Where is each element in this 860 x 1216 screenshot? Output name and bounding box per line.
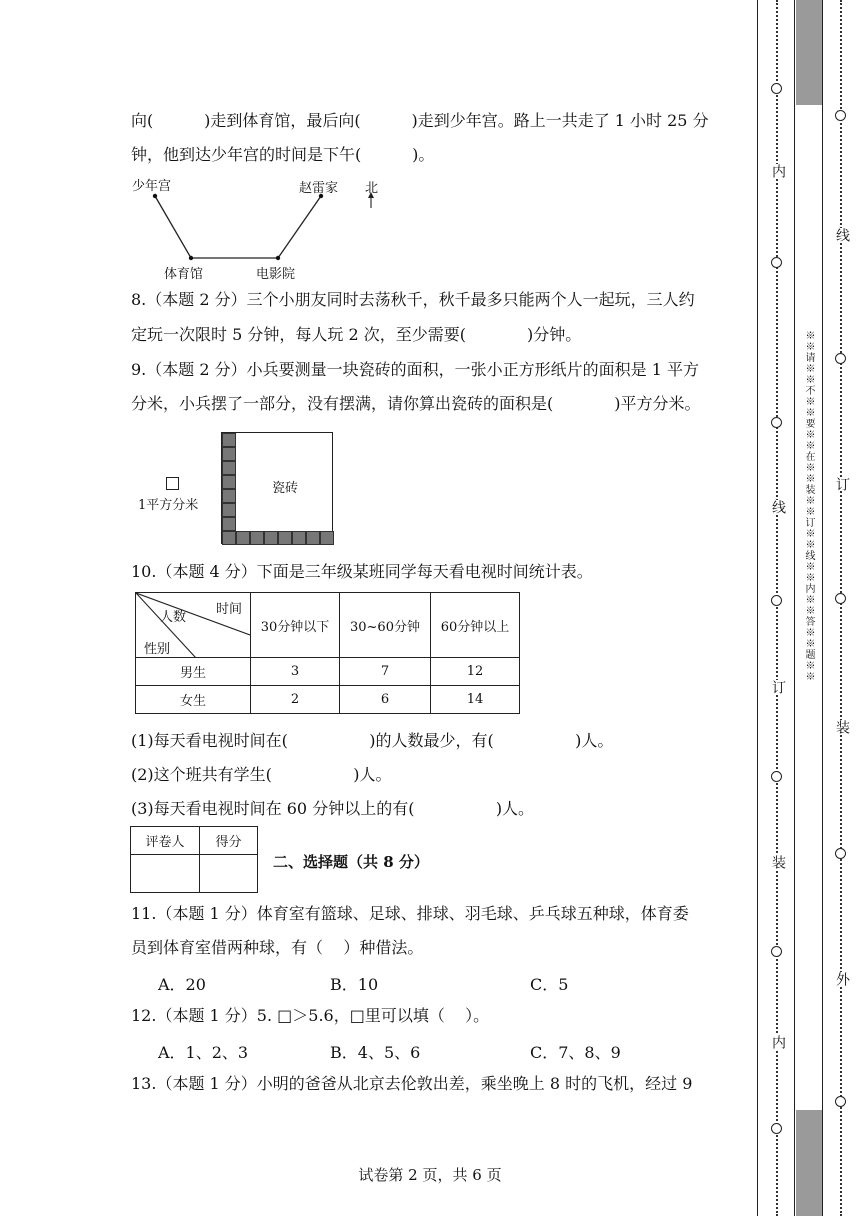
q10-sub1: (1)每天看电视时间在( )的人数最少，有( )人。 [131,731,614,750]
row-label: 女生 [136,686,251,714]
table-col-header: 60分钟以上 [431,593,520,658]
binding-inner-mark: 装 [770,855,786,869]
map-label-shaoniangong: 少年宫 [132,179,172,194]
score-label: 得分 [200,827,258,855]
binding-hole [771,595,782,606]
table-row [136,658,520,686]
unit-square-piece [306,531,320,545]
binding-outer-mark: 外 [834,972,850,986]
binding-outer-mark: 装 [834,720,850,734]
section2-title: 二、选择题（共 8 分） [273,853,429,871]
binding-hole [835,110,846,121]
header-count: 人数 [160,610,187,625]
binding-warning: ※※请※※不※※要※※在※※装※※订※※线※※内※※答※※题※※ [803,330,814,682]
unit-square-piece [222,531,236,545]
q11-option-a[interactable]: A．20 [158,975,206,994]
table-col-header: 30~60分钟 [340,593,431,658]
binding-hole [835,353,846,364]
q11-option-c[interactable]: C．5 [530,975,569,994]
tile-label: 瓷砖 [272,481,299,496]
q12-option-a[interactable]: A．1、2、3 [158,1043,249,1062]
binding-hole [771,946,782,957]
page-footer: 试卷第 2 页，共 6 页 [358,1166,502,1184]
table-cell: 7 [340,658,431,686]
q10-intro: 10.（本题 4 分）下面是三年级某班同学每天看电视时间统计表。 [131,562,593,581]
q11-line2: 员到体育室借两种球，有（ ）种借法。 [131,938,424,957]
q8-line2: 定玩一次限时 5 分钟，每人玩 2 次，至少需要( )分钟。 [131,325,582,344]
unit-square [166,477,179,490]
map-label-dianyingyuan: 电影院 [256,267,296,282]
map-label-tiyuguan: 体育馆 [164,267,204,282]
q13-line1: 13.（本题 1 分）小明的爸爸从北京去伦敦出差，乘坐晚上 8 时的飞机，经过 9 [131,1074,693,1093]
tile-diagram [221,432,333,544]
q10-sub2: (2)这个班共有学生( )人。 [131,765,392,784]
binding-inner-mark: 内 [770,1035,786,1049]
binding-hole [835,593,846,604]
binding-hole [835,848,846,859]
grader-blank[interactable] [131,855,200,893]
unit-square-piece [222,447,236,461]
binding-hole [771,417,782,428]
q7-line2: 钟，他到达少年宫的时间是下午( )。 [131,145,435,164]
tv-time-table [135,592,520,714]
binding-outer-mark: 线 [834,228,850,242]
q9-line2: 分米，小兵摆了一部分，没有摆满，请你算出瓷砖的面积是( )平方分米。 [131,394,701,413]
unit-square-piece [320,531,334,545]
q12-option-b[interactable]: B．4、5、6 [330,1043,421,1062]
binding-inner-mark: 线 [770,500,786,514]
unit-square-piece [222,433,236,447]
unit-square-piece [292,531,306,545]
unit-square-piece [222,517,236,531]
q11-line1: 11.（本题 1 分）体育室有篮球、足球、排球、羽毛球、乒乓球五种球，体育委 [131,904,689,923]
score-box [130,826,258,893]
q9-line1: 9.（本题 2 分）小兵要测量一块瓷砖的面积，一张小正方形纸片的面积是 1 平方 [131,360,699,379]
unit-square-piece [264,531,278,545]
unit-square-label: 1平方分米 [138,498,199,513]
binding-hole [835,1096,846,1107]
header-time: 时间 [216,602,243,617]
table-cell: 3 [251,658,340,686]
q10-sub3: (3)每天看电视时间在 60 分钟以上的有( )人。 [131,799,535,818]
unit-square-piece [222,489,236,503]
score-blank[interactable] [200,855,258,893]
table-col-header: 30分钟以下 [251,593,340,658]
unit-square-piece [222,461,236,475]
binding-inner-mark: 内 [770,164,786,178]
q7-line1: 向( )走到体育馆，最后向( )走到少年宫。路上一共走了 1 小时 25 分 [131,111,709,130]
table-cell: 6 [340,686,431,714]
binding-outer-mark: 订 [834,477,850,491]
binding-inner-mark: 订 [770,680,786,694]
map-label-north: 北 [365,181,379,196]
unit-square-piece [222,503,236,517]
row-label: 男生 [136,658,251,686]
grader-label: 评卷人 [131,827,200,855]
q12-line1: 12.（本题 1 分）5. □＞5.6，□里可以填（ ）。 [131,1006,490,1025]
unit-square-piece [250,531,264,545]
binding-hole [771,771,782,782]
unit-square-piece [222,475,236,489]
table-row [136,686,520,714]
map-label-zhaoleijia: 赵雷家 [299,181,339,196]
header-gender: 性别 [144,642,171,657]
table-diagonal-header [136,593,251,658]
binding-hole [771,83,782,94]
binding-hole [771,1123,782,1134]
table-cell: 2 [251,686,340,714]
unit-square-piece [278,531,292,545]
table-cell: 12 [431,658,520,686]
unit-square-piece [236,531,250,545]
q11-option-b[interactable]: B．10 [330,975,379,994]
q8-line1: 8.（本题 2 分）三个小朋友同时去荡秋千，秋千最多只能两个人一起玩，三人约 [131,290,695,309]
table-cell: 14 [431,686,520,714]
binding-hole [771,257,782,268]
q12-option-c[interactable]: C．7、8、9 [530,1043,621,1062]
